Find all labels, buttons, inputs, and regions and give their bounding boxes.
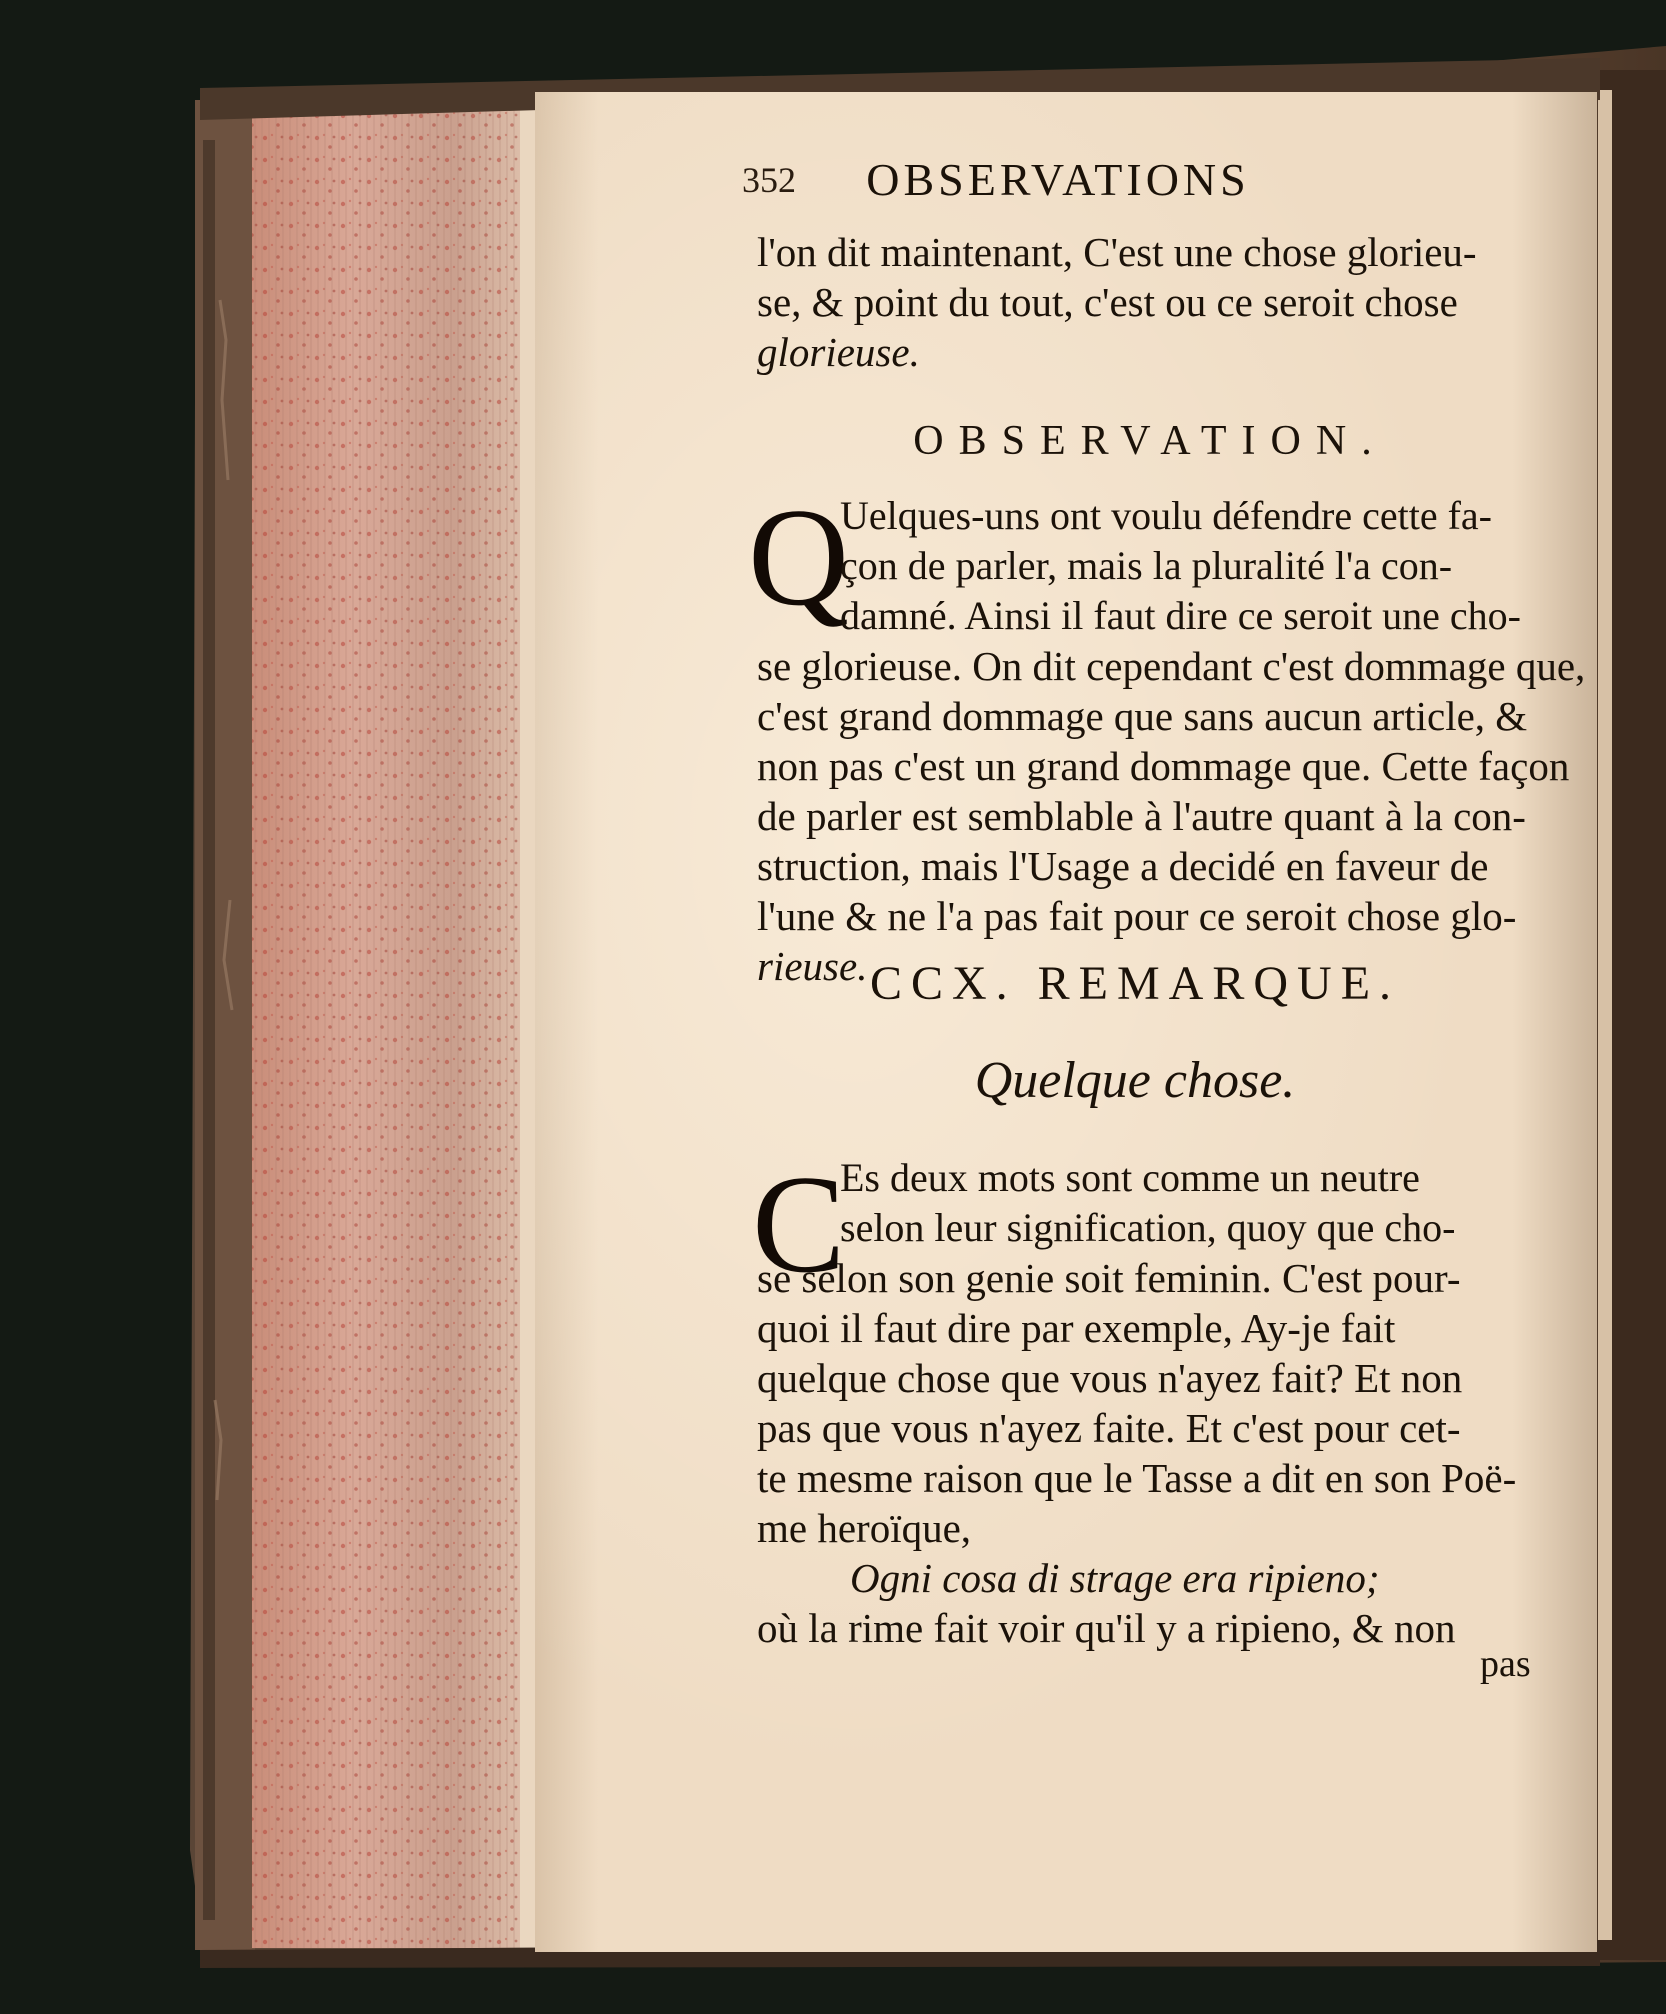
remarque-line: se selon son genie soit feminin. C'est pour- <box>757 1255 1461 1301</box>
remarque-line: quoi il faut dire par exemple, Ay-je fait <box>757 1305 1396 1351</box>
remarque-line: Es deux mots sont comme un neutre <box>840 1155 1420 1200</box>
observation-line: damné. Ainsi il faut dire ce seroit une cho- <box>840 593 1521 638</box>
remarque-line: où la rime fait voir qu'il y a ripieno, & non <box>757 1605 1456 1651</box>
observation-line: çon de parler, mais la pluralité l'a con- <box>840 543 1453 588</box>
observation-line: de parler est semblable à l'autre quant à la con- <box>757 793 1526 839</box>
opening-line: se, & point du tout, c'est ou ce seroit chose <box>757 279 1458 325</box>
observation-drop-cap: Q <box>748 480 850 635</box>
remarque-line: me heroïque, <box>757 1505 972 1551</box>
running-head: OBSERVATIONS <box>866 154 1250 205</box>
catchword: pas <box>1480 1643 1531 1685</box>
remarque-line: pas que vous n'ayez faite. Et c'est pour cet- <box>757 1405 1461 1451</box>
observation-line: non pas c'est un grand dommage que. Cette façon <box>757 743 1570 789</box>
remarque-verse-line: Ogni cosa di strage era ripieno; <box>850 1555 1380 1601</box>
observation-line: se glorieuse. On dit cependant c'est dommage que, <box>757 643 1586 689</box>
remarque-drop-cap: C <box>752 1147 846 1302</box>
observation-line: c'est grand dommage que sans aucun article, & <box>757 693 1528 739</box>
opening-line: glorieuse. <box>757 329 920 375</box>
observation-line: rieuse. <box>757 943 868 989</box>
remarque-line: selon leur signification, quoy que cho- <box>840 1205 1456 1250</box>
opening-line: l'on dit maintenant, C'est une chose glorieu- <box>757 229 1477 275</box>
remarque-heading: CCX. REMARQUE. <box>869 957 1401 1010</box>
observation-line: struction, mais l'Usage a decidé en faveur de <box>757 843 1489 889</box>
remarque-line: quelque chose que vous n'ayez fait? Et non <box>757 1355 1463 1401</box>
observation-line: l'une & ne l'a pas fait pour ce seroit chose glo- <box>757 893 1517 939</box>
page-number: 352 <box>742 160 796 200</box>
remarque-subtitle: Quelque chose. <box>974 1052 1296 1109</box>
remarque-line: te mesme raison que le Tasse a dit en son Poë- <box>757 1455 1517 1501</box>
observation-line: Uelques-uns ont voulu défendre cette fa- <box>840 493 1492 538</box>
observation-heading: OBSERVATION. <box>913 418 1387 464</box>
